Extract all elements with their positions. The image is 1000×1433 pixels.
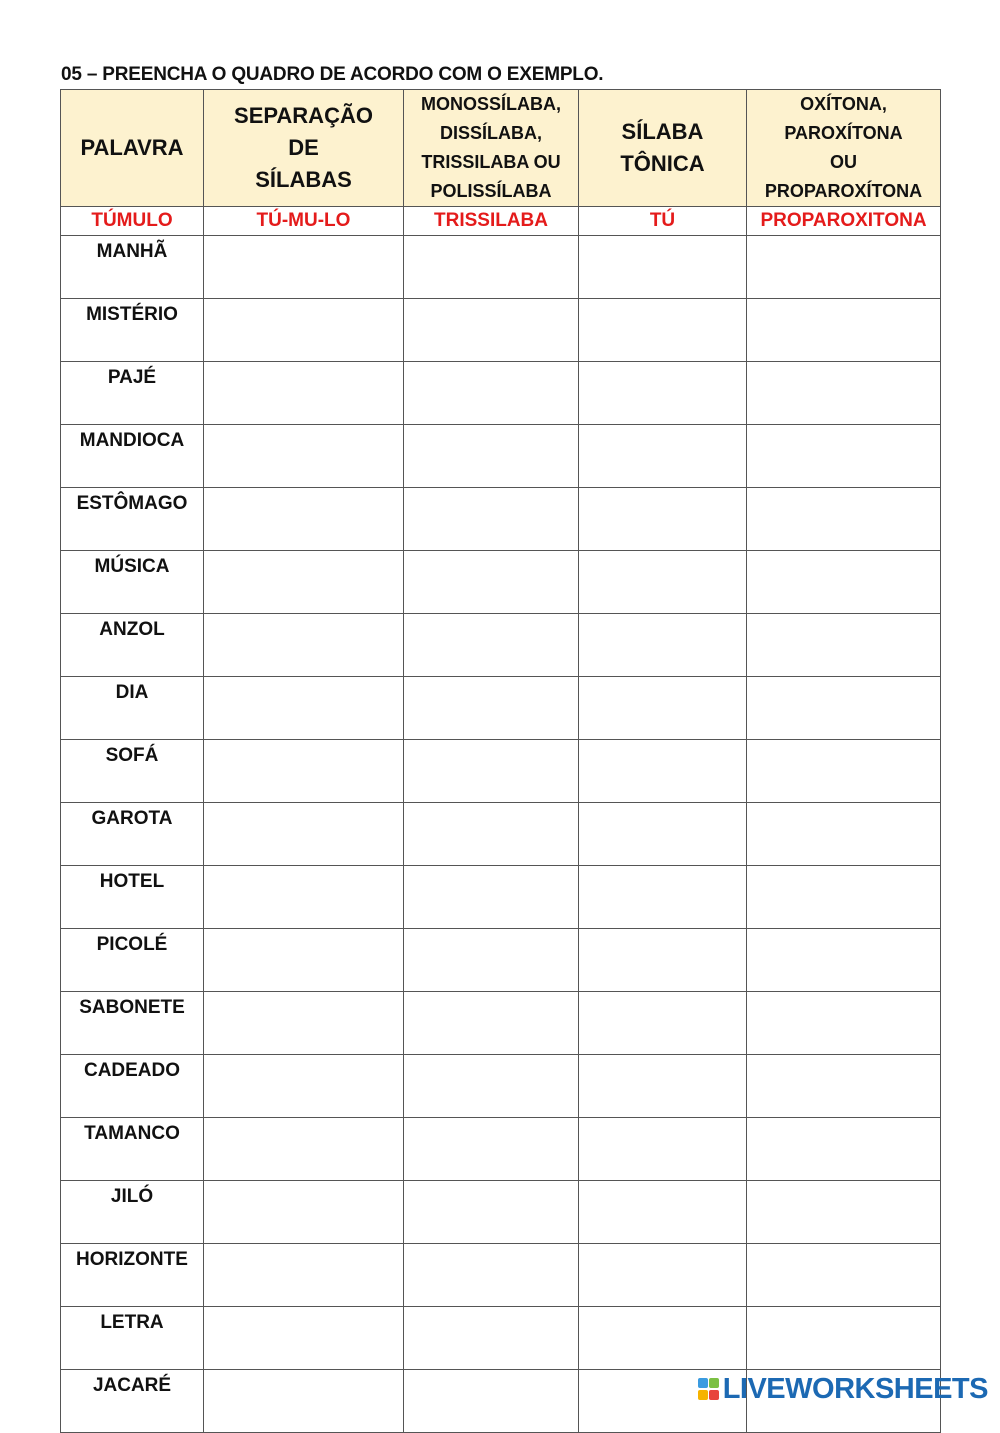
- word-cell: LETRA: [61, 1307, 204, 1370]
- answer-separacao-cell[interactable]: [204, 1307, 404, 1370]
- answer-classificacao-cell[interactable]: [404, 1370, 579, 1433]
- answer-classificacao-cell[interactable]: [404, 614, 579, 677]
- answer-separacao-cell[interactable]: [204, 614, 404, 677]
- answer-tonicidade-cell[interactable]: [747, 1118, 941, 1181]
- answer-silaba-tonica-cell[interactable]: [579, 1307, 747, 1370]
- answer-silaba-tonica-cell[interactable]: [579, 614, 747, 677]
- answer-separacao-cell[interactable]: [204, 551, 404, 614]
- word-cell: CADEADO: [61, 1055, 204, 1118]
- answer-separacao-cell[interactable]: [204, 236, 404, 299]
- answer-classificacao-cell[interactable]: [404, 299, 579, 362]
- brand-name: LIVEWORKSHEETS: [722, 1372, 988, 1405]
- example-classificacao: TRISSILABA: [404, 207, 579, 236]
- table-row: [61, 1307, 941, 1370]
- header-classificacao: MONOSSÍLABA, DISSÍLABA, TRISSILABA OU POLISSÍLABA: [404, 90, 579, 207]
- answer-tonicidade-cell[interactable]: [747, 488, 941, 551]
- answer-tonicidade-cell[interactable]: [747, 866, 941, 929]
- answer-silaba-tonica-cell[interactable]: [579, 488, 747, 551]
- answer-silaba-tonica-cell[interactable]: [579, 1118, 747, 1181]
- answer-silaba-tonica-cell[interactable]: [579, 362, 747, 425]
- example-tonicidade: PROPAROXITONA: [747, 207, 941, 236]
- answer-separacao-cell[interactable]: [204, 1055, 404, 1118]
- word-cell: MÚSICA: [61, 551, 204, 614]
- answer-tonicidade-cell[interactable]: [747, 1307, 941, 1370]
- answer-tonicidade-cell[interactable]: [747, 1055, 941, 1118]
- answer-silaba-tonica-cell[interactable]: [579, 1055, 747, 1118]
- answer-tonicidade-cell[interactable]: [747, 677, 941, 740]
- table-row: [61, 425, 941, 488]
- word-cell: MANDIOCA: [61, 425, 204, 488]
- answer-classificacao-cell[interactable]: [404, 551, 579, 614]
- table-row: [61, 1055, 941, 1118]
- answer-separacao-cell[interactable]: [204, 866, 404, 929]
- answer-tonicidade-cell[interactable]: [747, 299, 941, 362]
- answer-tonicidade-cell[interactable]: [747, 992, 941, 1055]
- answer-tonicidade-cell[interactable]: [747, 1181, 941, 1244]
- answer-classificacao-cell[interactable]: [404, 740, 579, 803]
- answer-classificacao-cell[interactable]: [404, 803, 579, 866]
- answer-classificacao-cell[interactable]: [404, 677, 579, 740]
- answer-classificacao-cell[interactable]: [404, 1118, 579, 1181]
- table-row: [61, 992, 941, 1055]
- answer-silaba-tonica-cell[interactable]: [579, 425, 747, 488]
- word-cell: JILÓ: [61, 1181, 204, 1244]
- table-row: [61, 1118, 941, 1181]
- table-row: [61, 1181, 941, 1244]
- answer-separacao-cell[interactable]: [204, 1244, 404, 1307]
- word-cell: JACARÉ: [61, 1370, 204, 1433]
- answer-tonicidade-cell[interactable]: [747, 236, 941, 299]
- answer-classificacao-cell[interactable]: [404, 488, 579, 551]
- word-cell: ANZOL: [61, 614, 204, 677]
- table-row: [61, 740, 941, 803]
- word-cell: PICOLÉ: [61, 929, 204, 992]
- answer-silaba-tonica-cell[interactable]: [579, 677, 747, 740]
- table-row: [61, 803, 941, 866]
- answer-classificacao-cell[interactable]: [404, 1244, 579, 1307]
- table-row: [61, 677, 941, 740]
- header-tonicidade: OXÍTONA, PAROXÍTONA OU PROPAROXÍTONA: [747, 90, 941, 207]
- header-row: [61, 90, 941, 207]
- answer-silaba-tonica-cell[interactable]: [579, 803, 747, 866]
- answer-classificacao-cell[interactable]: [404, 362, 579, 425]
- example-row: [61, 207, 941, 236]
- answer-tonicidade-cell[interactable]: [747, 1244, 941, 1307]
- word-cell: GAROTA: [61, 803, 204, 866]
- answer-silaba-tonica-cell[interactable]: [579, 1181, 747, 1244]
- answer-separacao-cell[interactable]: [204, 1181, 404, 1244]
- answer-separacao-cell[interactable]: [204, 677, 404, 740]
- liveworksheets-logo: [698, 1374, 988, 1404]
- answer-tonicidade-cell[interactable]: [747, 425, 941, 488]
- table-row: [61, 929, 941, 992]
- answer-silaba-tonica-cell[interactable]: [579, 551, 747, 614]
- answer-classificacao-cell[interactable]: [404, 1055, 579, 1118]
- table-row: [61, 236, 941, 299]
- table-row: [61, 551, 941, 614]
- answer-classificacao-cell[interactable]: [404, 1181, 579, 1244]
- liveworksheets-logo-icon: [698, 1378, 720, 1400]
- table-row: [61, 362, 941, 425]
- answer-silaba-tonica-cell[interactable]: [579, 929, 747, 992]
- answer-tonicidade-cell[interactable]: [747, 362, 941, 425]
- answer-separacao-cell[interactable]: [204, 803, 404, 866]
- answer-tonicidade-cell[interactable]: [747, 803, 941, 866]
- table-row: [61, 614, 941, 677]
- answer-silaba-tonica-cell[interactable]: [579, 236, 747, 299]
- example-separacao: TÚ-MU-LO: [204, 207, 404, 236]
- word-cell: TAMANCO: [61, 1118, 204, 1181]
- word-cell: ESTÔMAGO: [61, 488, 204, 551]
- answer-separacao-cell[interactable]: [204, 488, 404, 551]
- word-cell: HOTEL: [61, 866, 204, 929]
- answer-tonicidade-cell[interactable]: [747, 614, 941, 677]
- answer-separacao-cell[interactable]: [204, 1118, 404, 1181]
- answer-tonicidade-cell[interactable]: [747, 740, 941, 803]
- word-cell: MANHÃ: [61, 236, 204, 299]
- answer-silaba-tonica-cell[interactable]: [579, 866, 747, 929]
- table-row: [61, 866, 941, 929]
- answer-classificacao-cell[interactable]: [404, 425, 579, 488]
- exercise-table: [60, 89, 941, 1433]
- word-cell: HORIZONTE: [61, 1244, 204, 1307]
- example-silaba-tonica: TÚ: [579, 207, 747, 236]
- word-cell: SOFÁ: [61, 740, 204, 803]
- answer-separacao-cell[interactable]: [204, 929, 404, 992]
- answer-separacao-cell[interactable]: [204, 1370, 404, 1433]
- word-cell: DIA: [61, 677, 204, 740]
- answer-separacao-cell[interactable]: [204, 299, 404, 362]
- answer-tonicidade-cell[interactable]: [747, 551, 941, 614]
- table-row: [61, 299, 941, 362]
- answer-tonicidade-cell[interactable]: [747, 929, 941, 992]
- answer-classificacao-cell[interactable]: [404, 992, 579, 1055]
- answer-classificacao-cell[interactable]: [404, 866, 579, 929]
- header-silaba-tonica: SÍLABA TÔNICA: [579, 90, 747, 207]
- answer-silaba-tonica-cell[interactable]: [579, 299, 747, 362]
- word-cell: MISTÉRIO: [61, 299, 204, 362]
- answer-silaba-tonica-cell[interactable]: [579, 992, 747, 1055]
- answer-classificacao-cell[interactable]: [404, 236, 579, 299]
- answer-separacao-cell[interactable]: [204, 425, 404, 488]
- answer-separacao-cell[interactable]: [204, 362, 404, 425]
- answer-silaba-tonica-cell[interactable]: [579, 740, 747, 803]
- table-row: [61, 488, 941, 551]
- answer-separacao-cell[interactable]: [204, 992, 404, 1055]
- table-row: [61, 1244, 941, 1307]
- header-separacao: SEPARAÇÃO DE SÍLABAS: [204, 90, 404, 207]
- example-palavra: TÚMULO: [61, 207, 204, 236]
- answer-separacao-cell[interactable]: [204, 740, 404, 803]
- word-cell: SABONETE: [61, 992, 204, 1055]
- answer-classificacao-cell[interactable]: [404, 1307, 579, 1370]
- word-cell: PAJÉ: [61, 362, 204, 425]
- header-palavra: PALAVRA: [61, 90, 204, 207]
- instruction-title: 05 – PREENCHA O QUADRO DE ACORDO COM O EXEMPLO.: [61, 64, 604, 85]
- answer-classificacao-cell[interactable]: [404, 929, 579, 992]
- answer-silaba-tonica-cell[interactable]: [579, 1244, 747, 1307]
